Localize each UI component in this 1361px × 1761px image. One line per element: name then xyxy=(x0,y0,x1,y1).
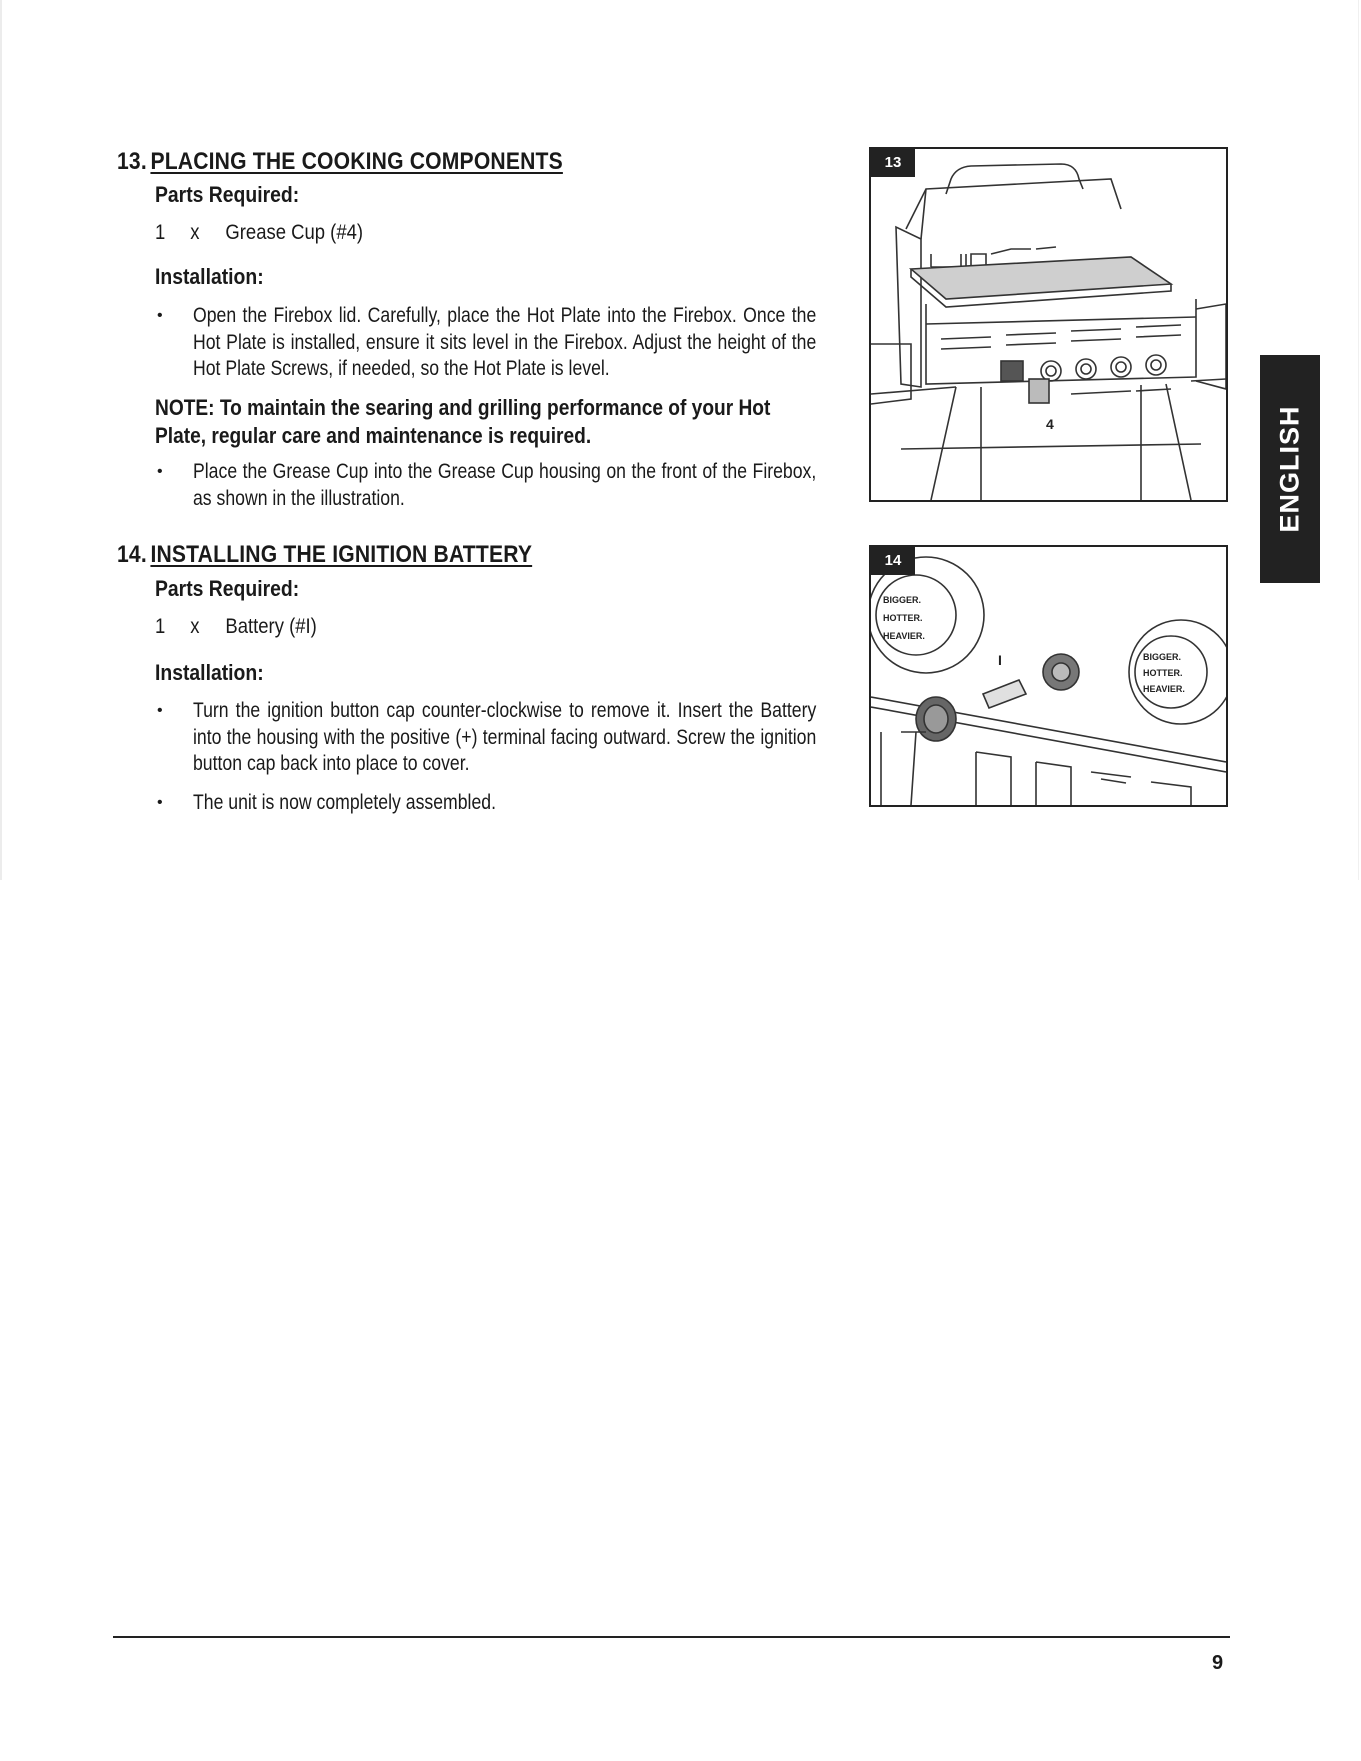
part-name: Grease Cup (#4) xyxy=(225,221,364,244)
bullet-text: Turn the ignition button cap counter-clockwise to remove it. Insert the Battery into the housing with the positive (+) terminal facing outward. Screw the ignition button cap back into place to cover. xyxy=(193,699,817,775)
figure-14 xyxy=(869,545,1228,807)
bullet-text: Place the Grease Cup into the Grease Cup housing on the front of the Firebox, as shown in the illustration. xyxy=(193,460,817,510)
section-13-bullet-2 xyxy=(157,459,817,512)
fig14-callout: I xyxy=(998,652,1002,668)
page-number: 9 xyxy=(1212,1652,1224,1674)
section-14-parts-heading: Parts Required: xyxy=(155,576,300,601)
bullet-dot: • xyxy=(157,463,163,480)
page-edge-left xyxy=(0,0,2,880)
note-text: NOTE: To maintain the searing and grilling performance of your Hot Plate, regular care and maintenance is required. xyxy=(155,395,771,448)
fig13-callout: 4 xyxy=(1046,416,1054,432)
section-14-part-row xyxy=(155,615,317,639)
section-14-title xyxy=(117,541,532,569)
part-x: x xyxy=(190,615,200,638)
section-14-bullet-1 xyxy=(157,698,817,778)
footer-rule xyxy=(113,1636,1230,1638)
section-13-heading: PLACING THE COOKING COMPONENTS xyxy=(150,148,563,175)
section-13-part-row xyxy=(155,221,363,245)
part-qty: 1 xyxy=(155,615,166,638)
fig14-left-knob-line1: BIGGER. xyxy=(883,595,922,605)
ignition-illustration xyxy=(871,547,1226,805)
section-13-installation-heading: Installation: xyxy=(155,264,264,289)
fig14-right-knob-line1: BIGGER. xyxy=(1143,652,1182,662)
section-13-number: 13. xyxy=(117,148,147,175)
bullet-dot: • xyxy=(157,794,163,811)
section-13-title xyxy=(117,148,563,176)
part-name: Battery (#I) xyxy=(225,615,317,638)
language-tab xyxy=(1260,355,1320,583)
section-13-bullet-1 xyxy=(157,303,817,383)
part-x: x xyxy=(190,221,200,244)
fig14-left-knob-line3: HEAVIER. xyxy=(883,631,925,641)
fig14-right-knob-line2: HOTTER. xyxy=(1143,668,1183,678)
section-13-parts-heading: Parts Required: xyxy=(155,182,300,207)
figure-13 xyxy=(869,147,1228,502)
fig14-left-knob-line2: HOTTER. xyxy=(883,613,923,623)
bullet-text: The unit is now completely assembled. xyxy=(193,791,496,814)
page-edge-right xyxy=(1358,0,1359,880)
section-14-heading: INSTALLING THE IGNITION BATTERY xyxy=(150,541,533,568)
section-13-note xyxy=(155,394,845,450)
figure-14-badge: 14 xyxy=(871,547,915,575)
fig14-right-knob-line3: HEAVIER. xyxy=(1143,684,1185,694)
section-14-bullet-2 xyxy=(157,790,817,817)
section-14-number: 14. xyxy=(117,541,147,568)
bullet-dot: • xyxy=(157,702,163,719)
figure-13-badge: 13 xyxy=(871,149,915,177)
section-14-installation-heading: Installation: xyxy=(155,660,264,685)
part-qty: 1 xyxy=(155,221,166,244)
bullet-dot: • xyxy=(157,307,163,324)
bullet-text: Open the Firebox lid. Carefully, place the Hot Plate into the Firebox. Once the Hot Plate is installed, ensure it sits level in the Firebox. Adjust the height of the Hot Plate Screws, if needed, so the Hot Plate is level. xyxy=(193,304,817,380)
griddle-illustration xyxy=(871,149,1226,500)
language-tab-label: ENGLISH xyxy=(1274,405,1305,533)
